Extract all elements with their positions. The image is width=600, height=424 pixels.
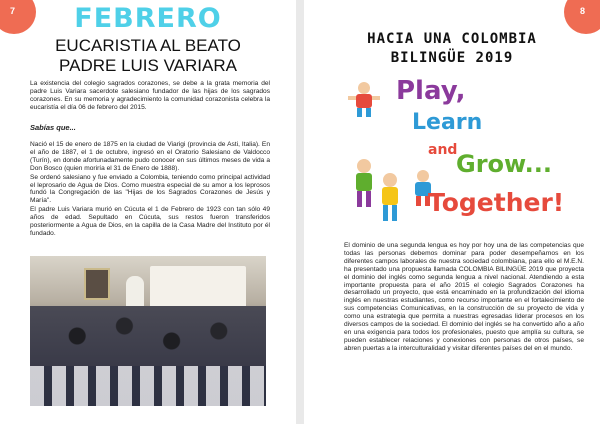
article-title-right: [304, 30, 600, 68]
right-page: [304, 0, 600, 424]
title-right-line1: HACIA UNA COLOMBIA: [367, 31, 537, 47]
altar: [150, 266, 246, 308]
kids-group-icon: [350, 156, 408, 226]
page-number-left: 7: [10, 6, 16, 16]
bilingual-body-text: El dominio de una segunda lengua es hoy por hoy una de las competencias que todas las personas debemos dominar para poder desempeñarnos en los diferentes campos laborales de nuestra sociedad colombiana, para ello el M.E.N. ha presentado una propuesta llamada COLOMBIA BILINGÜE 2019 que proyecta el dominio del inglés como segunda lengua a nivel nacional. Atendiendo a esta importante propuesta para el año 2015 el colegio Sagrados Corazones ha desarrollado un proyecto, que está encaminado en la profundización del idioma inglés en nuestras estudiantes, como recurso importante en el fortalecimiento de sus competencias Comunicativas, en la construcción de su proyecto de vida y como una estrategia que permita a nuestras egresadas liderar procesos en los diversos campos de la sociedad. El dominio del inglés se ha convertido año a año en una exigencia para todos los profesionales, puesto que amplía su cultura, se pueden establecer relaciones y conexiones con personas de otros países, se abren puertas a la interculturalidad y visitar diferentes países del en el mundo.: [344, 242, 584, 352]
month-heading: FEBRERO: [74, 3, 222, 34]
word-and: and: [428, 142, 458, 158]
article-title-left: [0, 36, 296, 76]
book-gutter: [296, 0, 304, 424]
bio-paragraph: El padre Luis Variara murió en Cúcuta el 1 de Febrero de 1923 con tan sólo 49 años de edad. Sepultado en Cúcuta, sus restos fueron transferidos posteriormente a Agua de Dios, en la capilla de la Casa Madre del Instituto por él fundado.: [30, 206, 270, 237]
page-number-badge-right: [564, 0, 600, 34]
title-right-line2: BILINGÜE 2019: [390, 50, 514, 66]
left-page: [0, 0, 296, 424]
word-grow: Grow...: [456, 150, 553, 178]
title-left-line2: PADRE LUIS VARIARA: [59, 56, 237, 75]
eucharist-photo: [30, 256, 266, 406]
play-learn-grow-graphic: [340, 72, 565, 234]
biography-text: [30, 141, 270, 239]
word-play: Play,: [396, 76, 466, 106]
bio-paragraph: Nació el 15 de enero de 1875 en la ciudad de Viarigi (provincia de Asti, Italia). En el año de 1887, el 1 de octubre, ingresó en el Oratorio Salesiano de Valdocco (Turín), en donde afortunadamente pudo conocer en sus últimos meses de vida a Don Bosco (quien moriría el 31 de Enero de 1888).: [30, 141, 270, 172]
students-uniforms: [30, 366, 266, 406]
sabias-que-heading: Sabías que...: [30, 123, 76, 132]
intro-paragraph: La existencia del colegio sagrados corazones, se debe a la grata memoria del padre Luis Variara sacerdote salesiano fundador de las hijas de los sagrados corazones. En su memoria y agradecimiento la comunidad corazonista celebra la eucaristía el día 06 de febrero del 2015.: [30, 80, 270, 111]
word-together: Together!: [428, 188, 565, 217]
title-left-line1: EUCARISTIA AL BEATO: [55, 36, 241, 55]
portrait-frame: [84, 268, 110, 300]
page-number-right: 8: [580, 6, 586, 16]
word-learn: Learn: [412, 110, 483, 135]
kid-figure-top-icon: [344, 78, 384, 118]
bio-paragraph: Se ordenó salesiano y fue enviado a Colombia, teniendo como principal actividad el leprosario de Agua de Dios. Como muestra especial de su amor a los leprosos fundó la Congregación de las "Hijas de los Sagrados Corazones de Jesús y María".: [30, 173, 270, 205]
